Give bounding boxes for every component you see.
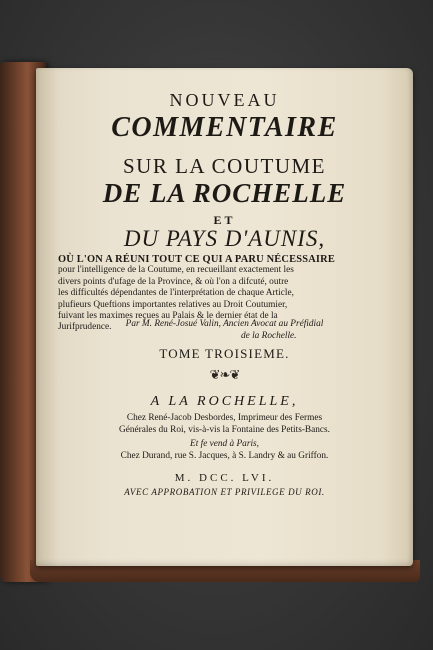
printer-ornament-icon: ❦❧❦ [209,368,240,383]
author-line: Par M. René-Josué Valin, Ancien Avocat au Préfidial [125,319,324,329]
publisher-line: Et fe vend à Paris, [190,439,259,449]
title-commentaire: COMMENTAIRE [111,112,338,143]
publisher-line: Générales du Roi, vis-à-vis la Fontaine des Petits-Bancs. [119,425,330,435]
title-page [36,68,413,566]
title-sur-la-coutume: SUR LA COUTUME [122,154,327,178]
imprint-city: A LA ROCHELLE, [150,394,299,409]
title-nouveau: NOUVEAU [169,90,280,110]
description-line: les difficultés dépendantes de l'interprétation de chaque Article, [58,288,294,299]
description-line: pour l'intelligence de la Coutume, en recueillant exactement les [58,265,294,276]
publisher-line: Chez René-Jacob Desbordes, Imprimeur des Fermes [126,413,323,423]
volume-label: TOME TROISIEME. [159,346,290,361]
imprint-year: M. DCC. LVI. [174,472,275,484]
description-line: fuivant les maximes reçues au Palais & le dernier état de la [58,311,278,322]
description-line: plufieurs Queftions importantes relatives au Droit Coutumier, [58,299,288,310]
publisher-line: Chez Durand, rue S. Jacques, à S. Landry & au Griffon. [120,451,329,461]
title-de-la-rochelle: DE LA ROCHELLE [102,178,347,208]
title-pays-aunis: DU PAYS D'AUNIS, [123,226,326,251]
description-line: OÙ L'ON A RÉUNI TOUT CE QUI A PARU NÉCESSAIRE [58,254,336,265]
author-line-2: de la Rochelle. [241,331,297,341]
royal-approval: AVEC APPROBATION ET PRIVILEGE DU ROI. [124,487,325,497]
description-line: divers points d'ufage de la Province, & où l'on a difcuté, outre [58,276,289,287]
description-line: Jurifprudence. [58,322,112,333]
title-et: ET [213,213,236,227]
